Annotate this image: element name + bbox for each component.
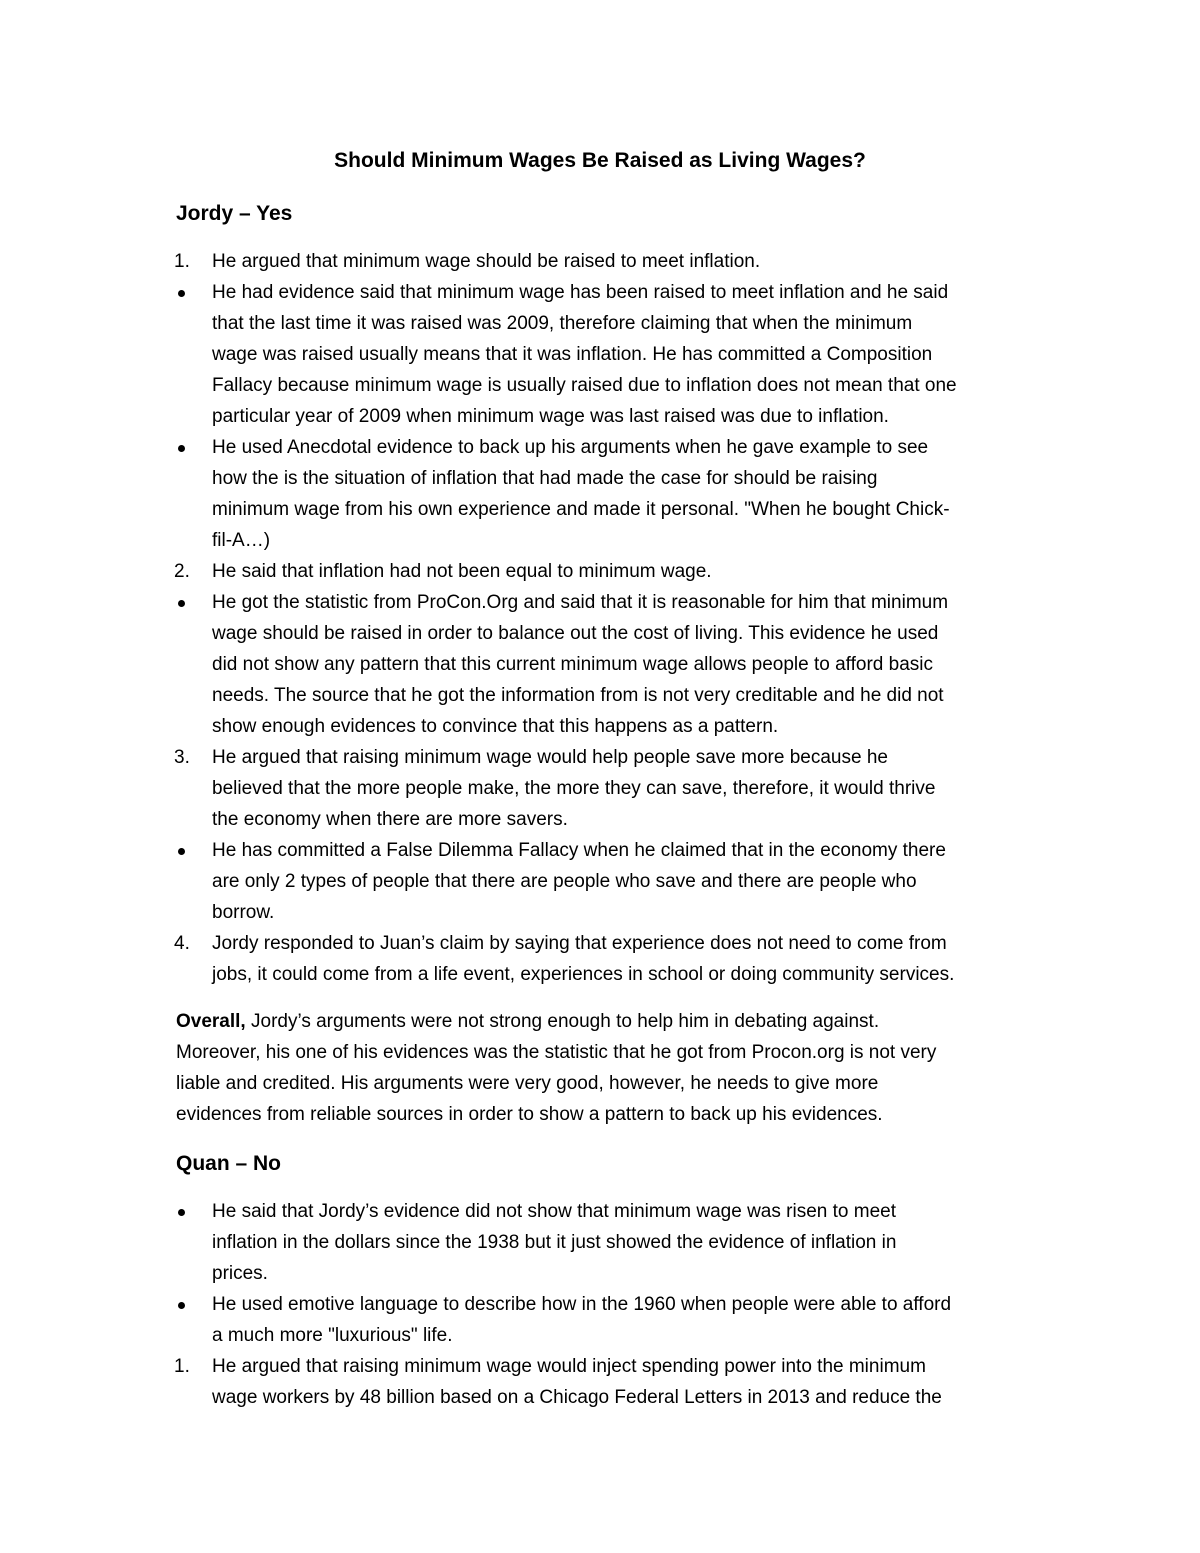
text-line: needs. The source that he got the information from is not very creditable and he did not — [212, 685, 944, 706]
text-line: how the is the situation of inflation that had made the case for should be raising — [212, 468, 878, 489]
bullet-icon — [178, 848, 185, 855]
text-line: wage should be raised in order to balance out the cost of living. This evidence he used — [212, 623, 939, 644]
text-line: He said that Jordy’s evidence did not show that minimum wage was risen to meet — [212, 1201, 896, 1222]
text-line: He said that inflation had not been equal to minimum wage. — [212, 561, 712, 582]
list-number: 3. — [174, 747, 190, 768]
text-line: Jordy responded to Juan’s claim by saying that experience does not need to come from — [212, 933, 947, 954]
text-line: show enough evidences to convince that this happens as a pattern. — [212, 716, 779, 737]
bullet-icon — [178, 600, 185, 607]
list-item-jordy-3 — [212, 432, 1092, 556]
text-line: borrow. — [212, 902, 275, 923]
list-item-quan-1 — [212, 1196, 1092, 1289]
list-item-jordy-4 — [174, 556, 1092, 587]
text-line: He used emotive language to describe how in the 1960 when people were able to afford — [212, 1294, 952, 1315]
list-item-jordy-8 — [174, 928, 1092, 990]
text-line: a much more "luxurious" life. — [212, 1325, 453, 1346]
text-line: He used Anecdotal evidence to back up his arguments when he gave example to see — [212, 437, 929, 458]
text-line: fil-A…) — [212, 530, 271, 551]
list-item-jordy-6 — [174, 742, 1092, 835]
text-line: did not show any pattern that this current minimum wage allows people to afford basic — [212, 654, 933, 675]
text-line: are only 2 types of people that there are people who save and there are people who — [212, 871, 917, 892]
text-line: prices. — [212, 1263, 268, 1284]
text-line: jobs, it could come from a life event, experiences in school or doing community services. — [212, 964, 955, 985]
text-line: wage was raised usually means that it was inflation. He has committed a Composition — [212, 344, 933, 365]
overall-paragraph — [176, 1006, 1092, 1130]
list-item-quan-2 — [212, 1289, 1092, 1351]
document-title: Should Minimum Wages Be Raised as Living Wages? — [334, 149, 866, 172]
bullet-icon — [178, 1209, 185, 1216]
text-line: the economy when there are more savers. — [212, 809, 568, 830]
text-line: that the last time it was raised was 2009, therefore claiming that when the minimum — [212, 313, 913, 334]
list-item-jordy-5 — [212, 587, 1092, 742]
text-line: He argued that minimum wage should be raised to meet inflation. — [212, 251, 761, 272]
bullet-icon — [178, 290, 185, 297]
text-line: He argued that raising minimum wage would inject spending power into the minimum — [212, 1356, 926, 1377]
list-number: 1. — [174, 251, 190, 272]
bullet-icon — [178, 1302, 185, 1309]
text-line: minimum wage from his own experience and made it personal. "When he bought Chick- — [212, 499, 950, 520]
text-line: He has committed a False Dilemma Fallacy when he claimed that in the economy there — [212, 840, 946, 861]
list-number: 4. — [174, 933, 190, 954]
text-line: He had evidence said that minimum wage has been raised to meet inflation and he said — [212, 282, 949, 303]
text-line — [176, 1006, 1092, 1037]
section-heading-quan: Quan – No — [176, 1152, 282, 1175]
list-item-jordy-7 — [212, 835, 1092, 928]
list-item-jordy-1 — [174, 246, 1092, 277]
bullet-icon — [178, 445, 185, 452]
overall-text: Jordy’s arguments were not strong enough to help him in debating against. — [245, 1011, 880, 1032]
text-line: liable and credited. His arguments were very good, however, he needs to give more — [176, 1073, 879, 1094]
text-line: He argued that raising minimum wage would help people save more because he — [212, 747, 888, 768]
list-number: 1. — [174, 1356, 190, 1377]
text-line: He got the statistic from ProCon.Org and said that it is reasonable for him that minimum — [212, 592, 949, 613]
list-item-jordy-2 — [212, 277, 1092, 432]
text-line: Moreover, his one of his evidences was the statistic that he got from Procon.org is not very — [176, 1042, 937, 1063]
text-line: particular year of 2009 when minimum wage was last raised was due to inflation. — [212, 406, 889, 427]
list-item-quan-3 — [174, 1351, 1092, 1413]
list-number: 2. — [174, 561, 190, 582]
text-line: inflation in the dollars since the 1938 but it just showed the evidence of inflation in — [212, 1232, 897, 1253]
text-line: wage workers by 48 billion based on a Chicago Federal Letters in 2013 and reduce the — [212, 1387, 942, 1408]
text-line: believed that the more people make, the more they can save, therefore, it would thrive — [212, 778, 936, 799]
text-line: evidences from reliable sources in order to show a pattern to back up his evidences. — [176, 1104, 883, 1125]
text-line: Fallacy because minimum wage is usually raised due to inflation does not mean that one — [212, 375, 957, 396]
section-heading-jordy: Jordy – Yes — [176, 202, 293, 225]
overall-label: Overall, — [176, 1011, 246, 1032]
